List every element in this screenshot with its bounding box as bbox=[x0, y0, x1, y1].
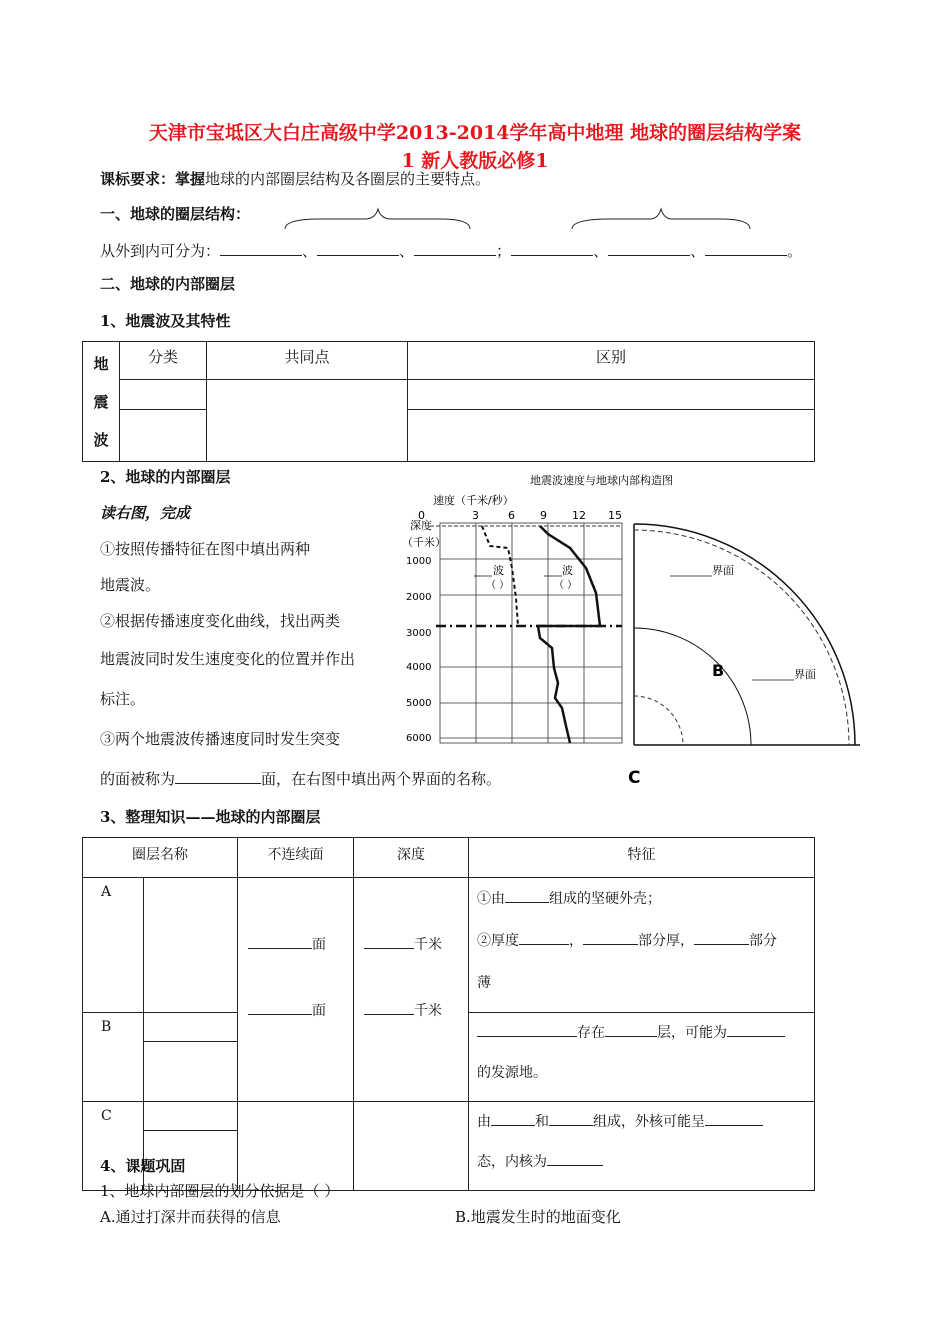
wave-label-s: 波 bbox=[493, 564, 504, 577]
blank[interactable] bbox=[549, 1111, 593, 1126]
blank[interactable] bbox=[547, 1151, 603, 1166]
separator: 、 bbox=[399, 242, 415, 260]
period: 。 bbox=[787, 242, 803, 260]
blank[interactable] bbox=[608, 241, 690, 256]
blank[interactable] bbox=[364, 934, 414, 949]
depth-axis-unit: （千米） bbox=[402, 536, 446, 549]
table-cell[interactable] bbox=[144, 878, 238, 1013]
text: 存在 bbox=[577, 1025, 605, 1041]
option-A[interactable]: A.通过打深井而获得的信息 bbox=[100, 1208, 281, 1226]
wave-paren-p: （ ） bbox=[554, 580, 578, 591]
blank[interactable] bbox=[519, 930, 569, 945]
blank[interactable] bbox=[511, 241, 593, 256]
boundary-label-2: 界面 bbox=[794, 668, 816, 681]
blank[interactable] bbox=[414, 241, 496, 256]
blank[interactable] bbox=[248, 1000, 312, 1015]
header-discontinuity: 不连续面 bbox=[238, 838, 354, 878]
table-cell[interactable] bbox=[238, 1102, 354, 1191]
table-cell-split bbox=[144, 1102, 238, 1191]
question-1a: ①按照传播特征在图中填出两种 bbox=[100, 540, 311, 558]
table-cell[interactable] bbox=[144, 1102, 237, 1131]
text: 组成的坚硬外壳； bbox=[549, 891, 661, 907]
subsection-1-heading: 1、地震波及其特性 bbox=[100, 312, 231, 330]
section-1-heading: 一、地球的圈层结构： bbox=[100, 205, 251, 223]
blank[interactable] bbox=[364, 1000, 414, 1015]
blank[interactable] bbox=[505, 888, 549, 903]
blank[interactable] bbox=[220, 241, 302, 256]
table-cell[interactable] bbox=[408, 410, 815, 462]
header-diff: 区别 bbox=[408, 342, 815, 380]
label-B: B bbox=[712, 661, 725, 680]
blank[interactable] bbox=[694, 930, 749, 945]
table-cell[interactable] bbox=[120, 380, 207, 410]
header-class: 分类 bbox=[120, 342, 207, 380]
depth-tick: 4000 bbox=[406, 662, 432, 673]
earth-layers-table bbox=[82, 837, 815, 1191]
requirement bbox=[100, 168, 490, 189]
p-wave-curve bbox=[538, 526, 600, 743]
depth-tick: 2000 bbox=[406, 592, 432, 603]
wave-paren-s: （ ） bbox=[486, 580, 510, 591]
table-cell[interactable] bbox=[144, 1042, 237, 1091]
brace-marks bbox=[280, 205, 760, 231]
text: 由 bbox=[477, 1114, 491, 1130]
layers-fill-line bbox=[100, 240, 802, 261]
text: 的发源地。 bbox=[477, 1065, 547, 1081]
text: 组成，外核可能呈 bbox=[593, 1114, 705, 1130]
page-title-line2: 1 新人教版必修1 bbox=[401, 150, 549, 172]
table-cell[interactable] bbox=[354, 1102, 469, 1191]
question-1b: 地震波。 bbox=[100, 576, 161, 594]
text: ②厚度 bbox=[477, 933, 519, 949]
row-label-C: C bbox=[83, 1102, 144, 1191]
row-label-B: B bbox=[83, 1013, 144, 1102]
header-depth: 深度 bbox=[354, 838, 469, 878]
blank[interactable] bbox=[705, 241, 787, 256]
chart-grid bbox=[440, 523, 622, 743]
figure-title: 地震波速度与地球内部构造图 bbox=[530, 474, 673, 487]
depth-cell bbox=[354, 878, 469, 1102]
header-layer-name: 圈层名称 bbox=[83, 838, 238, 878]
section-2-heading: 二、地球的内部圈层 bbox=[100, 275, 236, 293]
qianmi-label: 千米 bbox=[414, 937, 442, 953]
subsection-4-heading: 4、课题巩固 bbox=[100, 1157, 186, 1175]
blank[interactable] bbox=[605, 1022, 657, 1037]
text: 部分 bbox=[749, 933, 777, 949]
separator: 、 bbox=[593, 242, 609, 260]
blank[interactable] bbox=[175, 769, 261, 784]
question-4: 1、地球内部圈层的划分依据是（ ） bbox=[100, 1182, 340, 1200]
text: ， bbox=[569, 933, 583, 949]
feature-cell-A bbox=[469, 878, 815, 1013]
blank[interactable] bbox=[583, 930, 638, 945]
table-cell[interactable] bbox=[120, 410, 207, 462]
speed-tick: 12 bbox=[572, 509, 586, 522]
discontinuity-cell bbox=[238, 878, 354, 1102]
question-2a: ②根据传播速度变化曲线，找出两类 bbox=[100, 612, 341, 630]
text: 层，可能为 bbox=[657, 1025, 727, 1041]
text: 部分厚， bbox=[638, 933, 694, 949]
question-2b: 地震波同时发生速度变化的位置并作出 bbox=[100, 650, 356, 668]
question-3b-pre: 的面被称为 bbox=[100, 770, 176, 788]
question-3a: ③两个地震波传播速度同时发生突变 bbox=[100, 730, 341, 748]
depth-tick: 5000 bbox=[406, 698, 432, 709]
separator: 、 bbox=[302, 242, 318, 260]
vertical-char: 波 bbox=[93, 430, 109, 449]
text: 薄 bbox=[477, 975, 491, 991]
question-2c: 标注。 bbox=[100, 690, 146, 708]
seismic-wave-figure bbox=[400, 468, 870, 788]
speed-tick: 6 bbox=[508, 509, 515, 522]
text: 态，内核为 bbox=[477, 1154, 547, 1170]
header-common: 共同点 bbox=[207, 342, 408, 380]
depth-axis-label: 深度 bbox=[410, 519, 432, 532]
speed-tick: 3 bbox=[472, 509, 479, 522]
depth-tick: 1000 bbox=[406, 556, 432, 567]
requirement-text: 地球的内部圈层结构及各圈层的主要特点。 bbox=[205, 170, 491, 188]
speed-tick: 15 bbox=[608, 509, 622, 522]
blank[interactable] bbox=[248, 934, 312, 949]
subsection-3-heading: 3、整理知识——地球的内部圈层 bbox=[100, 808, 321, 826]
speed-tick: 0 bbox=[418, 509, 425, 522]
subsection-2-heading: 2、地球的内部圈层 bbox=[100, 468, 231, 486]
row-label-A: A bbox=[83, 878, 144, 1013]
speed-axis-label: 速度（千米/秒） bbox=[433, 494, 514, 507]
blank[interactable] bbox=[705, 1111, 763, 1126]
table-cell-split bbox=[144, 1013, 238, 1102]
table-cell[interactable] bbox=[144, 1013, 237, 1042]
qianmi-label: 千米 bbox=[414, 1003, 442, 1019]
from-outer-label: 从外到内可分为： bbox=[100, 242, 221, 260]
question-3b-post: 面，在右图中填出两个界面的名称。 bbox=[261, 770, 502, 788]
boundary-label-1: 界面 bbox=[712, 564, 734, 577]
blank[interactable] bbox=[491, 1111, 535, 1126]
read-instruction: 读右图，完成 bbox=[100, 504, 191, 522]
mian-label: 面 bbox=[312, 937, 326, 953]
blank[interactable] bbox=[317, 241, 399, 256]
mian-label: 面 bbox=[312, 1003, 326, 1019]
blank[interactable] bbox=[727, 1022, 785, 1037]
table-cell[interactable] bbox=[207, 380, 408, 462]
depth-tick: 3000 bbox=[406, 628, 432, 639]
text: ①由 bbox=[477, 891, 505, 907]
vertical-char: 地 bbox=[93, 354, 109, 373]
vertical-label-cell bbox=[83, 342, 120, 462]
speed-tick: 9 bbox=[540, 509, 547, 522]
feature-cell-C bbox=[469, 1102, 815, 1191]
blank[interactable] bbox=[477, 1022, 577, 1037]
separator: 、 bbox=[690, 242, 706, 260]
table-cell[interactable] bbox=[408, 380, 815, 410]
vertical-char: 震 bbox=[93, 392, 109, 411]
header-feature: 特征 bbox=[469, 838, 815, 878]
label-C: C bbox=[628, 768, 641, 788]
option-B[interactable]: B.地震发生时的地面变化 bbox=[455, 1208, 621, 1226]
separator: ； bbox=[496, 242, 512, 260]
seismic-wave-table bbox=[82, 341, 815, 462]
earth-cross-section bbox=[634, 524, 860, 745]
depth-tick: 6000 bbox=[406, 733, 432, 744]
text: 和 bbox=[535, 1114, 549, 1130]
requirement-label: 课标要求：掌握 bbox=[100, 170, 206, 188]
page-title: 天津市宝坻区大白庄高级中学2013-2014学年高中地理 地球的圈层结构学案 bbox=[148, 122, 802, 144]
feature-cell-B bbox=[469, 1013, 815, 1102]
wave-label-p: 波 bbox=[562, 564, 573, 577]
